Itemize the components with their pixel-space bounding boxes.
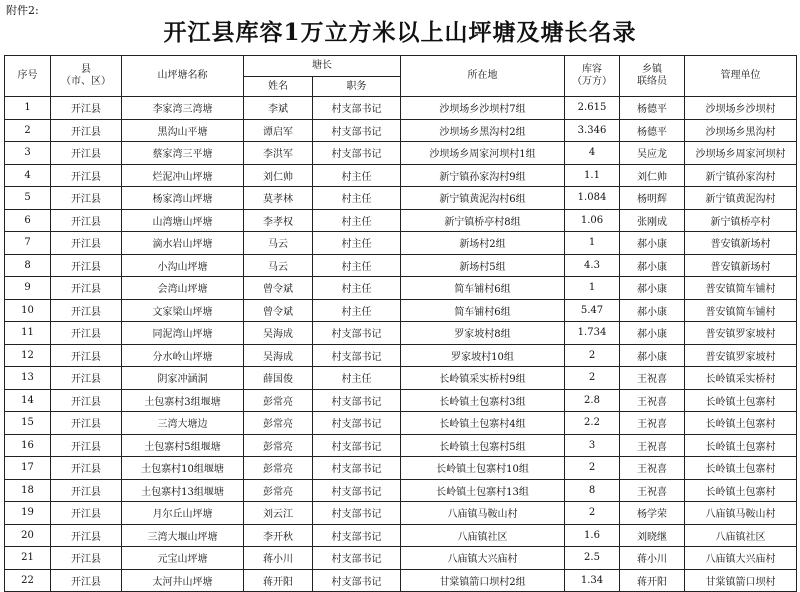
- cell-chief-role: 村主任: [313, 232, 401, 255]
- header-location: 所在地: [401, 56, 565, 97]
- header-row: [5, 56, 797, 77]
- cell-county: 开江县: [51, 344, 122, 367]
- table-row: [5, 524, 797, 547]
- cell-location: 罗家坡村8组: [401, 322, 565, 345]
- header-liaison: [620, 56, 685, 97]
- cell-location: 长岭镇土包寨村5组: [401, 434, 565, 457]
- header-chief: 塘长: [244, 56, 401, 77]
- cell-seq: 5: [5, 187, 51, 210]
- cell-management-unit: 新宁镇桥亭村: [685, 209, 797, 232]
- cell-county: 开江县: [51, 97, 122, 120]
- cell-liaison: 王祝喜: [620, 367, 685, 390]
- cell-seq: 2: [5, 119, 51, 142]
- cell-chief-role: 村主任: [313, 367, 401, 390]
- cell-pond-name: 三湾大堰山坪塘: [122, 524, 244, 547]
- cell-liaison: 郝小康: [620, 277, 685, 300]
- table-row: [5, 299, 797, 322]
- cell-management-unit: 新宁镇黄泥沟村: [685, 187, 797, 210]
- cell-chief-role: 村支部书记: [313, 119, 401, 142]
- cell-seq: 9: [5, 277, 51, 300]
- cell-location: 甘棠镇箭口坝村2组: [401, 569, 565, 592]
- cell-county: 开江县: [51, 232, 122, 255]
- header-name: 山坪塘名称: [122, 56, 244, 97]
- cell-liaison: 杨德平: [620, 119, 685, 142]
- cell-pond-name: 同泥湾山坪塘: [122, 322, 244, 345]
- cell-chief-role: 村主任: [313, 254, 401, 277]
- cell-chief-name: 曾令斌: [244, 277, 313, 300]
- cell-location: 简车铺村6组: [401, 277, 565, 300]
- cell-capacity: 1.1: [565, 164, 620, 187]
- table-row: [5, 547, 797, 570]
- cell-chief-role: 村支部书记: [313, 412, 401, 435]
- cell-pond-name: 土包寨村5组堰塘: [122, 434, 244, 457]
- cell-chief-role: 村支部书记: [313, 502, 401, 525]
- cell-pond-name: 杨家湾山坪塘: [122, 187, 244, 210]
- cell-liaison: 郝小康: [620, 254, 685, 277]
- table-body: [5, 97, 797, 592]
- cell-location: 长岭镇采实桥村9组: [401, 367, 565, 390]
- cell-capacity: 1.06: [565, 209, 620, 232]
- cell-seq: 21: [5, 547, 51, 570]
- cell-management-unit: 长岭镇采实桥村: [685, 367, 797, 390]
- cell-seq: 15: [5, 412, 51, 435]
- cell-location: 长岭镇土包寨村10组: [401, 457, 565, 480]
- cell-liaison: 王祝喜: [620, 389, 685, 412]
- cell-liaison: 郝小康: [620, 232, 685, 255]
- cell-seq: 14: [5, 389, 51, 412]
- cell-capacity: 2.8: [565, 389, 620, 412]
- cell-management-unit: 普安镇新场村: [685, 254, 797, 277]
- table-row: [5, 164, 797, 187]
- cell-seq: 1: [5, 97, 51, 120]
- cell-location: 简车铺村6组: [401, 299, 565, 322]
- cell-capacity: 2: [565, 367, 620, 390]
- cell-management-unit: 普安镇简车铺村: [685, 299, 797, 322]
- cell-seq: 19: [5, 502, 51, 525]
- cell-liaison: 杨明辉: [620, 187, 685, 210]
- cell-chief-name: 蒋小川: [244, 547, 313, 570]
- cell-seq: 8: [5, 254, 51, 277]
- cell-chief-role: 村主任: [313, 277, 401, 300]
- header-liaison-line2: 联络员: [637, 76, 667, 87]
- cell-chief-name: 莫孝林: [244, 187, 313, 210]
- cell-seq: 20: [5, 524, 51, 547]
- cell-chief-role: 村主任: [313, 299, 401, 322]
- cell-pond-name: 文家梁山坪塘: [122, 299, 244, 322]
- cell-chief-name: 马云: [244, 232, 313, 255]
- cell-capacity: 4.3: [565, 254, 620, 277]
- cell-management-unit: 长岭镇土包寨村: [685, 389, 797, 412]
- cell-management-unit: 普安镇罗家坡村: [685, 344, 797, 367]
- cell-location: 沙坝场乡黑沟村2组: [401, 119, 565, 142]
- cell-seq: 3: [5, 142, 51, 165]
- table-row: [5, 389, 797, 412]
- cell-liaison: 杨德平: [620, 97, 685, 120]
- cell-chief-name: 刘仁帅: [244, 164, 313, 187]
- cell-county: 开江县: [51, 142, 122, 165]
- cell-pond-name: 土包寨村3组堰塘: [122, 389, 244, 412]
- header-unit: 管理单位: [685, 56, 797, 97]
- cell-management-unit: 普安镇简车铺村: [685, 277, 797, 300]
- attachment-label: 附件2:: [6, 4, 39, 17]
- cell-management-unit: 长岭镇土包寨村: [685, 479, 797, 502]
- cell-county: 开江县: [51, 457, 122, 480]
- cell-management-unit: 长岭镇土包寨村: [685, 434, 797, 457]
- header-liaison-line1: 乡镇: [642, 64, 662, 75]
- cell-seq: 17: [5, 457, 51, 480]
- cell-seq: 18: [5, 479, 51, 502]
- cell-liaison: 杨学荣: [620, 502, 685, 525]
- cell-pond-name: 黑沟山平塘: [122, 119, 244, 142]
- cell-liaison: 张刚成: [620, 209, 685, 232]
- cell-chief-name: 彭常亮: [244, 412, 313, 435]
- table-row: [5, 434, 797, 457]
- cell-pond-name: 山湾塘山坪塘: [122, 209, 244, 232]
- cell-management-unit: 新宁镇孙家沟村: [685, 164, 797, 187]
- cell-capacity: 2: [565, 344, 620, 367]
- cell-capacity: 1.734: [565, 322, 620, 345]
- cell-management-unit: 八庙镇大兴庙村: [685, 547, 797, 570]
- cell-liaison: 刘晓继: [620, 524, 685, 547]
- table-row: [5, 97, 797, 120]
- cell-chief-name: 马云: [244, 254, 313, 277]
- table-row: [5, 254, 797, 277]
- cell-county: 开江县: [51, 299, 122, 322]
- cell-management-unit: 甘棠镇箭口坝村: [685, 569, 797, 592]
- cell-capacity: 2: [565, 457, 620, 480]
- cell-capacity: 2.5: [565, 547, 620, 570]
- cell-capacity: 1: [565, 277, 620, 300]
- cell-chief-name: 彭常亮: [244, 457, 313, 480]
- table-row: [5, 142, 797, 165]
- cell-capacity: 1.6: [565, 524, 620, 547]
- cell-seq: 4: [5, 164, 51, 187]
- cell-seq: 22: [5, 569, 51, 592]
- cell-capacity: 4: [565, 142, 620, 165]
- cell-location: 新宁镇桥亭村8组: [401, 209, 565, 232]
- cell-liaison: 蒋小川: [620, 547, 685, 570]
- cell-pond-name: 元宝山坪塘: [122, 547, 244, 570]
- table-row: [5, 277, 797, 300]
- cell-chief-name: 李孝权: [244, 209, 313, 232]
- header-county-line2: （市、区）: [61, 76, 111, 87]
- cell-county: 开江县: [51, 277, 122, 300]
- cell-location: 罗家坡村10组: [401, 344, 565, 367]
- cell-county: 开江县: [51, 254, 122, 277]
- table-row: [5, 119, 797, 142]
- cell-chief-role: 村支部书记: [313, 434, 401, 457]
- cell-capacity: 1: [565, 232, 620, 255]
- cell-capacity: 8: [565, 479, 620, 502]
- cell-seq: 12: [5, 344, 51, 367]
- cell-liaison: 王祝喜: [620, 457, 685, 480]
- cell-seq: 7: [5, 232, 51, 255]
- cell-location: 沙坝场乡周家河坝村1组: [401, 142, 565, 165]
- cell-location: 长岭镇土包寨村4组: [401, 412, 565, 435]
- cell-pond-name: 会湾山坪塘: [122, 277, 244, 300]
- cell-pond-name: 李家湾三湾塘: [122, 97, 244, 120]
- cell-seq: 13: [5, 367, 51, 390]
- cell-chief-name: 蒋开阳: [244, 569, 313, 592]
- cell-management-unit: 普安镇罗家坡村: [685, 322, 797, 345]
- cell-chief-name: 彭常亮: [244, 389, 313, 412]
- cell-chief-name: 刘云江: [244, 502, 313, 525]
- cell-liaison: 吴应龙: [620, 142, 685, 165]
- table-row: [5, 187, 797, 210]
- cell-location: 八庙镇社区: [401, 524, 565, 547]
- cell-location: 新场村5组: [401, 254, 565, 277]
- cell-chief-role: 村支部书记: [313, 142, 401, 165]
- cell-chief-name: 李开秋: [244, 524, 313, 547]
- cell-location: 新宁镇孙家沟村9组: [401, 164, 565, 187]
- cell-chief-name: 薛国俊: [244, 367, 313, 390]
- cell-county: 开江县: [51, 547, 122, 570]
- cell-seq: 10: [5, 299, 51, 322]
- cell-pond-name: 分水岭山坪塘: [122, 344, 244, 367]
- table-row: [5, 367, 797, 390]
- header-chief-role: 职务: [313, 77, 401, 97]
- cell-location: 八庙镇马鞍山村: [401, 502, 565, 525]
- table-row: [5, 412, 797, 435]
- cell-liaison: 郝小康: [620, 299, 685, 322]
- cell-management-unit: 长岭镇土包寨村: [685, 457, 797, 480]
- header-capacity-line2: （万方）: [572, 76, 612, 87]
- cell-location: 新场村2组: [401, 232, 565, 255]
- cell-location: 新宁镇黄泥沟村6组: [401, 187, 565, 210]
- header-county-line1: 县: [81, 64, 91, 75]
- cell-management-unit: 沙坝场乡沙坝村: [685, 97, 797, 120]
- cell-county: 开江县: [51, 389, 122, 412]
- cell-pond-name: 阴家冲涵洞: [122, 367, 244, 390]
- cell-county: 开江县: [51, 209, 122, 232]
- cell-chief-name: 李斌: [244, 97, 313, 120]
- cell-capacity: 1.34: [565, 569, 620, 592]
- cell-pond-name: 小沟山坪塘: [122, 254, 244, 277]
- cell-pond-name: 蔡家湾三平塘: [122, 142, 244, 165]
- cell-county: 开江县: [51, 412, 122, 435]
- table-row: [5, 232, 797, 255]
- document-title: 开江县库容1万立方米以上山坪塘及塘长名录: [163, 19, 637, 46]
- pond-register-table: [4, 55, 797, 592]
- table-row: [5, 209, 797, 232]
- cell-seq: 11: [5, 322, 51, 345]
- cell-pond-name: 土包寨村10组堰塘: [122, 457, 244, 480]
- cell-management-unit: 八庙镇马鞍山村: [685, 502, 797, 525]
- cell-chief-name: 彭常亮: [244, 434, 313, 457]
- cell-county: 开江县: [51, 119, 122, 142]
- cell-county: 开江县: [51, 524, 122, 547]
- cell-pond-name: 三湾大塘边: [122, 412, 244, 435]
- cell-pond-name: 土包寨村13组堰塘: [122, 479, 244, 502]
- cell-chief-role: 村支部书记: [313, 97, 401, 120]
- cell-chief-role: 村支部书记: [313, 569, 401, 592]
- cell-liaison: 王祝喜: [620, 412, 685, 435]
- cell-management-unit: 八庙镇社区: [685, 524, 797, 547]
- cell-chief-role: 村支部书记: [313, 322, 401, 345]
- cell-pond-name: 滴水岩山坪塘: [122, 232, 244, 255]
- header-seq: 序号: [5, 56, 51, 97]
- cell-liaison: 郝小康: [620, 344, 685, 367]
- cell-location: 长岭镇土包寨村3组: [401, 389, 565, 412]
- cell-management-unit: 普安镇新场村: [685, 232, 797, 255]
- cell-location: 八庙镇大兴庙村: [401, 547, 565, 570]
- cell-liaison: 王祝喜: [620, 434, 685, 457]
- cell-chief-role: 村主任: [313, 164, 401, 187]
- table-row: [5, 502, 797, 525]
- cell-county: 开江县: [51, 434, 122, 457]
- header-capacity-line1: 库容: [582, 64, 602, 75]
- cell-liaison: 蒋开阳: [620, 569, 685, 592]
- cell-county: 开江县: [51, 569, 122, 592]
- cell-capacity: 2.615: [565, 97, 620, 120]
- cell-pond-name: 烂泥冲山坪塘: [122, 164, 244, 187]
- cell-chief-name: 吴海成: [244, 322, 313, 345]
- cell-capacity: 5.47: [565, 299, 620, 322]
- cell-chief-name: 彭常亮: [244, 479, 313, 502]
- cell-management-unit: 沙坝场乡周家河坝村: [685, 142, 797, 165]
- cell-capacity: 1.084: [565, 187, 620, 210]
- cell-chief-name: 吴海成: [244, 344, 313, 367]
- cell-chief-name: 谭启军: [244, 119, 313, 142]
- cell-liaison: 王祝喜: [620, 479, 685, 502]
- cell-seq: 6: [5, 209, 51, 232]
- cell-pond-name: 太河井山坪塘: [122, 569, 244, 592]
- header-county: [51, 56, 122, 97]
- cell-management-unit: 长岭镇土包寨村: [685, 412, 797, 435]
- cell-capacity: 3.346: [565, 119, 620, 142]
- table-row: [5, 479, 797, 502]
- cell-liaison: 刘仁帅: [620, 164, 685, 187]
- cell-county: 开江县: [51, 164, 122, 187]
- cell-capacity: 3: [565, 434, 620, 457]
- header-capacity: [565, 56, 620, 97]
- cell-county: 开江县: [51, 479, 122, 502]
- cell-county: 开江县: [51, 322, 122, 345]
- cell-county: 开江县: [51, 187, 122, 210]
- table-row: [5, 344, 797, 367]
- cell-chief-role: 村支部书记: [313, 479, 401, 502]
- cell-chief-role: 村主任: [313, 209, 401, 232]
- cell-chief-role: 村主任: [313, 187, 401, 210]
- cell-location: 沙坝场乡沙坝村7组: [401, 97, 565, 120]
- cell-location: 长岭镇土包寨村13组: [401, 479, 565, 502]
- cell-pond-name: 月尔丘山坪塘: [122, 502, 244, 525]
- cell-chief-role: 村支部书记: [313, 389, 401, 412]
- header-chief-name: 姓名: [244, 77, 313, 97]
- cell-chief-role: 村支部书记: [313, 344, 401, 367]
- cell-seq: 16: [5, 434, 51, 457]
- cell-chief-name: 李洪军: [244, 142, 313, 165]
- cell-capacity: 2: [565, 502, 620, 525]
- cell-liaison: 郝小康: [620, 322, 685, 345]
- table-row: [5, 457, 797, 480]
- cell-chief-role: 村支部书记: [313, 524, 401, 547]
- cell-chief-role: 村支部书记: [313, 547, 401, 570]
- cell-capacity: 2.2: [565, 412, 620, 435]
- cell-county: 开江县: [51, 502, 122, 525]
- cell-management-unit: 沙坝场乡黑沟村: [685, 119, 797, 142]
- table-row: [5, 569, 797, 592]
- cell-county: 开江县: [51, 367, 122, 390]
- cell-chief-name: 曾令斌: [244, 299, 313, 322]
- table-row: [5, 322, 797, 345]
- cell-chief-role: 村支部书记: [313, 457, 401, 480]
